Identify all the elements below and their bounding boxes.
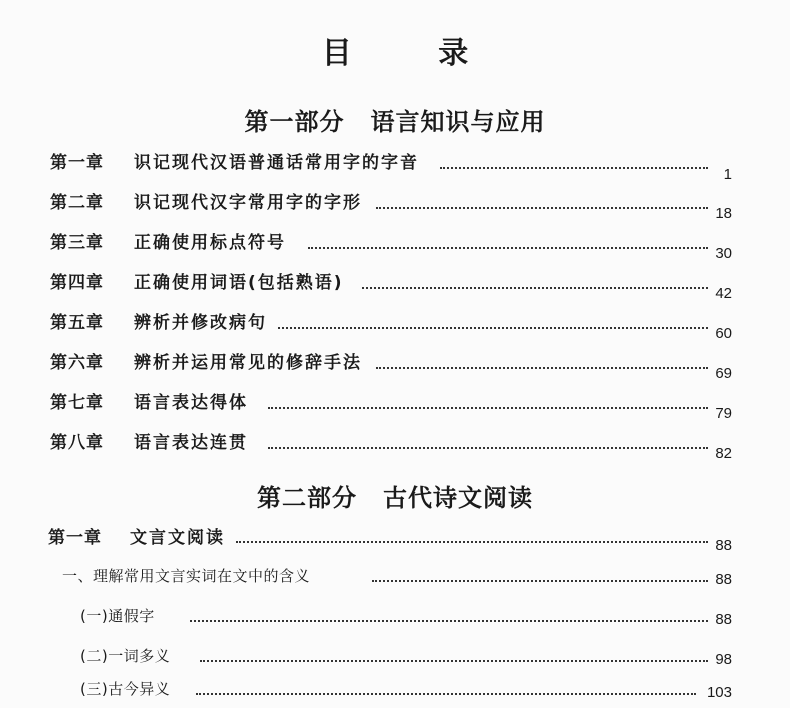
chapter-number: 第二章 [50, 193, 104, 213]
chapter-title: 语言表达连贯 [134, 433, 248, 453]
leader-dots [268, 447, 708, 449]
chapter-title: 识记现代汉字常用字的字形 [134, 193, 362, 213]
part-label: 第二部分 [257, 484, 357, 512]
chapter-number: 第三章 [50, 233, 104, 253]
part-heading-1 [0, 102, 790, 137]
chapter-number: 第六章 [50, 353, 104, 373]
part-name: 古代诗文阅读 [383, 484, 533, 512]
chapter-title: 语言表达得体 [134, 393, 248, 413]
toc-entry[interactable] [0, 308, 790, 342]
section-title: 一、理解常用文言实词在文中的含义 [62, 567, 311, 585]
toc-entry[interactable] [0, 428, 790, 462]
leader-dots [308, 247, 708, 249]
chapter-number: 第五章 [50, 313, 104, 333]
page-title: 目 录 [321, 36, 507, 71]
page-number: 79 [715, 405, 732, 422]
page-number: 88 [715, 611, 732, 628]
toc-entry[interactable] [0, 645, 790, 675]
leader-dots [268, 407, 708, 409]
subsection-title: (一)通假字 [80, 607, 155, 625]
chapter-number: 第一章 [50, 153, 104, 173]
chapter-title: 辨析并修改病句 [134, 313, 267, 333]
page-number: 82 [715, 445, 732, 462]
page-number: 60 [715, 325, 732, 342]
chapter-title: 文言文阅读 [130, 528, 225, 548]
subsection-title: (二)一词多义 [80, 647, 171, 665]
leader-dots [190, 620, 708, 622]
part-name: 语言知识与应用 [370, 108, 546, 136]
toc-entry[interactable] [0, 188, 790, 222]
leader-dots [196, 693, 696, 695]
chapter-number: 第七章 [50, 393, 104, 413]
chapter-number: 第四章 [50, 273, 104, 293]
toc-entry[interactable] [0, 348, 790, 382]
toc-entry[interactable] [0, 605, 790, 635]
toc-entry[interactable] [0, 678, 790, 708]
chapter-title: 识记现代汉语普通话常用字的字音 [134, 153, 419, 173]
chapter-title: 正确使用词语(包括熟语) [134, 273, 344, 293]
chapter-title: 正确使用标点符号 [134, 233, 286, 253]
toc-entry[interactable] [0, 388, 790, 422]
toc-entry[interactable] [0, 268, 790, 302]
page-number: 88 [715, 537, 732, 554]
chapter-number: 第一章 [48, 528, 102, 548]
toc-entry[interactable] [0, 228, 790, 262]
leader-dots [362, 287, 708, 289]
chapter-number: 第八章 [50, 433, 104, 453]
chapter-title: 辨析并运用常见的修辞手法 [134, 353, 362, 373]
page-number: 42 [715, 285, 732, 302]
leader-dots [376, 367, 708, 369]
toc-entry[interactable] [0, 148, 790, 183]
part-heading-2 [0, 478, 790, 513]
page-number: 103 [706, 684, 732, 701]
leader-dots [200, 660, 708, 662]
leader-dots [236, 541, 708, 543]
toc-entry[interactable] [0, 523, 790, 553]
page-number: 18 [715, 205, 732, 222]
subsection-title: (三)古今异义 [80, 680, 171, 698]
leader-dots [278, 327, 708, 329]
page-number: 30 [715, 245, 732, 262]
page-number: 98 [715, 651, 732, 668]
page-number: 1 [723, 166, 732, 183]
page-number: 88 [715, 571, 732, 588]
page-number: 69 [715, 365, 732, 382]
toc-entry[interactable] [0, 565, 790, 595]
leader-dots [440, 167, 708, 169]
leader-dots [376, 207, 708, 209]
part-label: 第一部分 [244, 108, 345, 136]
leader-dots [372, 580, 708, 582]
